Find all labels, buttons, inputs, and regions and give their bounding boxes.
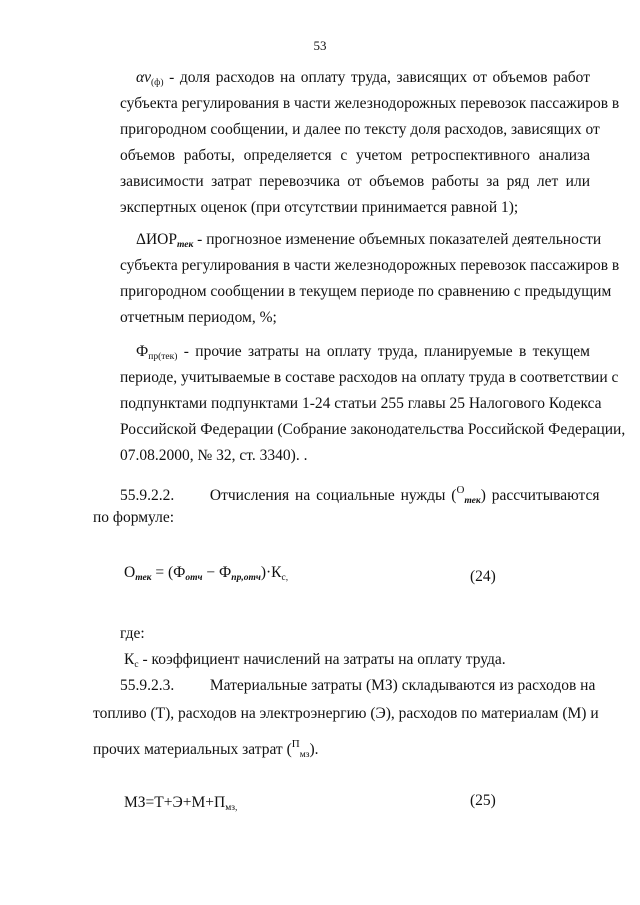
para1-line3: пригородном сообщении, и далее по тексту доля расходов, зависящих от bbox=[120, 121, 600, 138]
formula-24 bbox=[124, 564, 288, 583]
f-pr-symbol: Ф bbox=[136, 343, 149, 360]
para1-line6: экспертных оценок (при отсутствии принимается равной 1); bbox=[120, 199, 519, 216]
para3-line3: подпунктами подпунктами 1-24 статьи 255 главы 25 Налогового Кодекса bbox=[120, 395, 602, 412]
para1-line5: зависимости затрат перевозчика от объемов работы за ряд лет или bbox=[120, 173, 590, 190]
para2-text-1: - прогнозное изменение объемных показателей деятельности bbox=[197, 231, 602, 248]
formula24-minus: − Ф bbox=[202, 564, 232, 581]
para3-text-1: - прочие затраты на оплату труда, планируемые в текущем bbox=[183, 343, 590, 360]
para3-line1 bbox=[136, 342, 590, 367]
para2-line1 bbox=[136, 230, 602, 255]
para1-line2: субъекта регулирования в части железнодорожных перевозок пассажиров в bbox=[120, 95, 620, 112]
para5-text-3a: прочих материальных затрат ( bbox=[93, 741, 292, 758]
para5-line2: топливо (Т), расходов на электроэнергию (Э), расходов по материалам (М) и bbox=[93, 705, 599, 722]
formula24-o-sub: тек bbox=[135, 573, 152, 583]
formula24-close: )·К bbox=[260, 564, 282, 581]
para3-line5: 07.08.2000, № 32, ст. 3340). . bbox=[120, 447, 308, 464]
formula24-o: О bbox=[124, 564, 136, 581]
formula24-f1-sub: отч bbox=[185, 573, 203, 583]
formula-25 bbox=[124, 794, 237, 813]
para4-text-a: Отчисления на социальные нужды ( bbox=[209, 487, 457, 504]
kc-subscript: с bbox=[134, 660, 139, 670]
clause-number-55-9-2-3: 55.9.2.3. bbox=[120, 677, 175, 694]
formula25-comma: , bbox=[234, 803, 238, 813]
f-pr-subscript: пр(тек) bbox=[148, 352, 178, 362]
para2-line4: отчетным периодом, %; bbox=[120, 309, 277, 326]
para3-line4: Российской Федерации (Собрание законодательства Российской Федерации, bbox=[120, 421, 626, 438]
para3-line2: периоде, учитываемые в составе расходов на оплату труда в соответствии с bbox=[120, 369, 619, 386]
equation-number-25: (25) bbox=[470, 792, 496, 809]
formula25-sub: мз bbox=[225, 803, 235, 813]
clause-number-55-9-2-2: 55.9.2.2. bbox=[120, 487, 175, 504]
para2-line3: пригородном сообщении в текущем периоде по сравнению с предыдущим bbox=[120, 283, 612, 300]
page-number: 53 bbox=[313, 38, 327, 53]
formula24-f2-sub: пр,отч bbox=[231, 573, 261, 583]
para5-line3 bbox=[93, 734, 563, 765]
formula24-k-sub: с bbox=[281, 573, 286, 583]
para4-line2: по формуле: bbox=[93, 509, 175, 526]
p-mz-symbol: П bbox=[291, 738, 300, 750]
para5-text-1: Материальные затраты (МЗ) складываются из расходов на bbox=[209, 677, 596, 694]
para4-line1 bbox=[120, 480, 600, 511]
para1-line4: объемов работы, определяется с учетом ретроспективного анализа bbox=[120, 147, 590, 164]
kc-definition bbox=[124, 650, 594, 675]
alpha-v-subscript: (ф) bbox=[151, 78, 164, 88]
delta-ior-subscript: тек bbox=[176, 240, 194, 250]
para1-text-1: - доля расходов на оплату труда, зависящих от объемов работ bbox=[169, 69, 591, 86]
formula24-eq-open: = (Ф bbox=[151, 564, 186, 581]
para4-text-b: ) рассчитываются bbox=[480, 487, 600, 504]
para5-line1 bbox=[120, 676, 596, 696]
para5-text-3b: ). bbox=[309, 741, 319, 758]
alpha-v-symbol: αv bbox=[136, 69, 152, 86]
para2-line2: субъекта регулирования в части железнодорожных перевозок пассажиров в bbox=[120, 257, 620, 274]
where-label: где: bbox=[120, 625, 145, 642]
delta-ior-symbol: ΔИОР bbox=[136, 231, 177, 248]
equation-number-24: (24) bbox=[470, 568, 496, 585]
o-tek-symbol: О bbox=[456, 484, 465, 496]
p-mz-subscript: мз bbox=[299, 750, 310, 760]
para1-line1 bbox=[136, 68, 590, 93]
o-tek-subscript: тек bbox=[464, 496, 481, 506]
kc-symbol: К bbox=[124, 651, 135, 668]
kc-text: - коэффициент начислений на затраты на оплату труда. bbox=[142, 651, 506, 668]
formula25-main: МЗ=Т+Э+М+П bbox=[124, 794, 226, 811]
formula24-comma: , bbox=[285, 573, 289, 583]
